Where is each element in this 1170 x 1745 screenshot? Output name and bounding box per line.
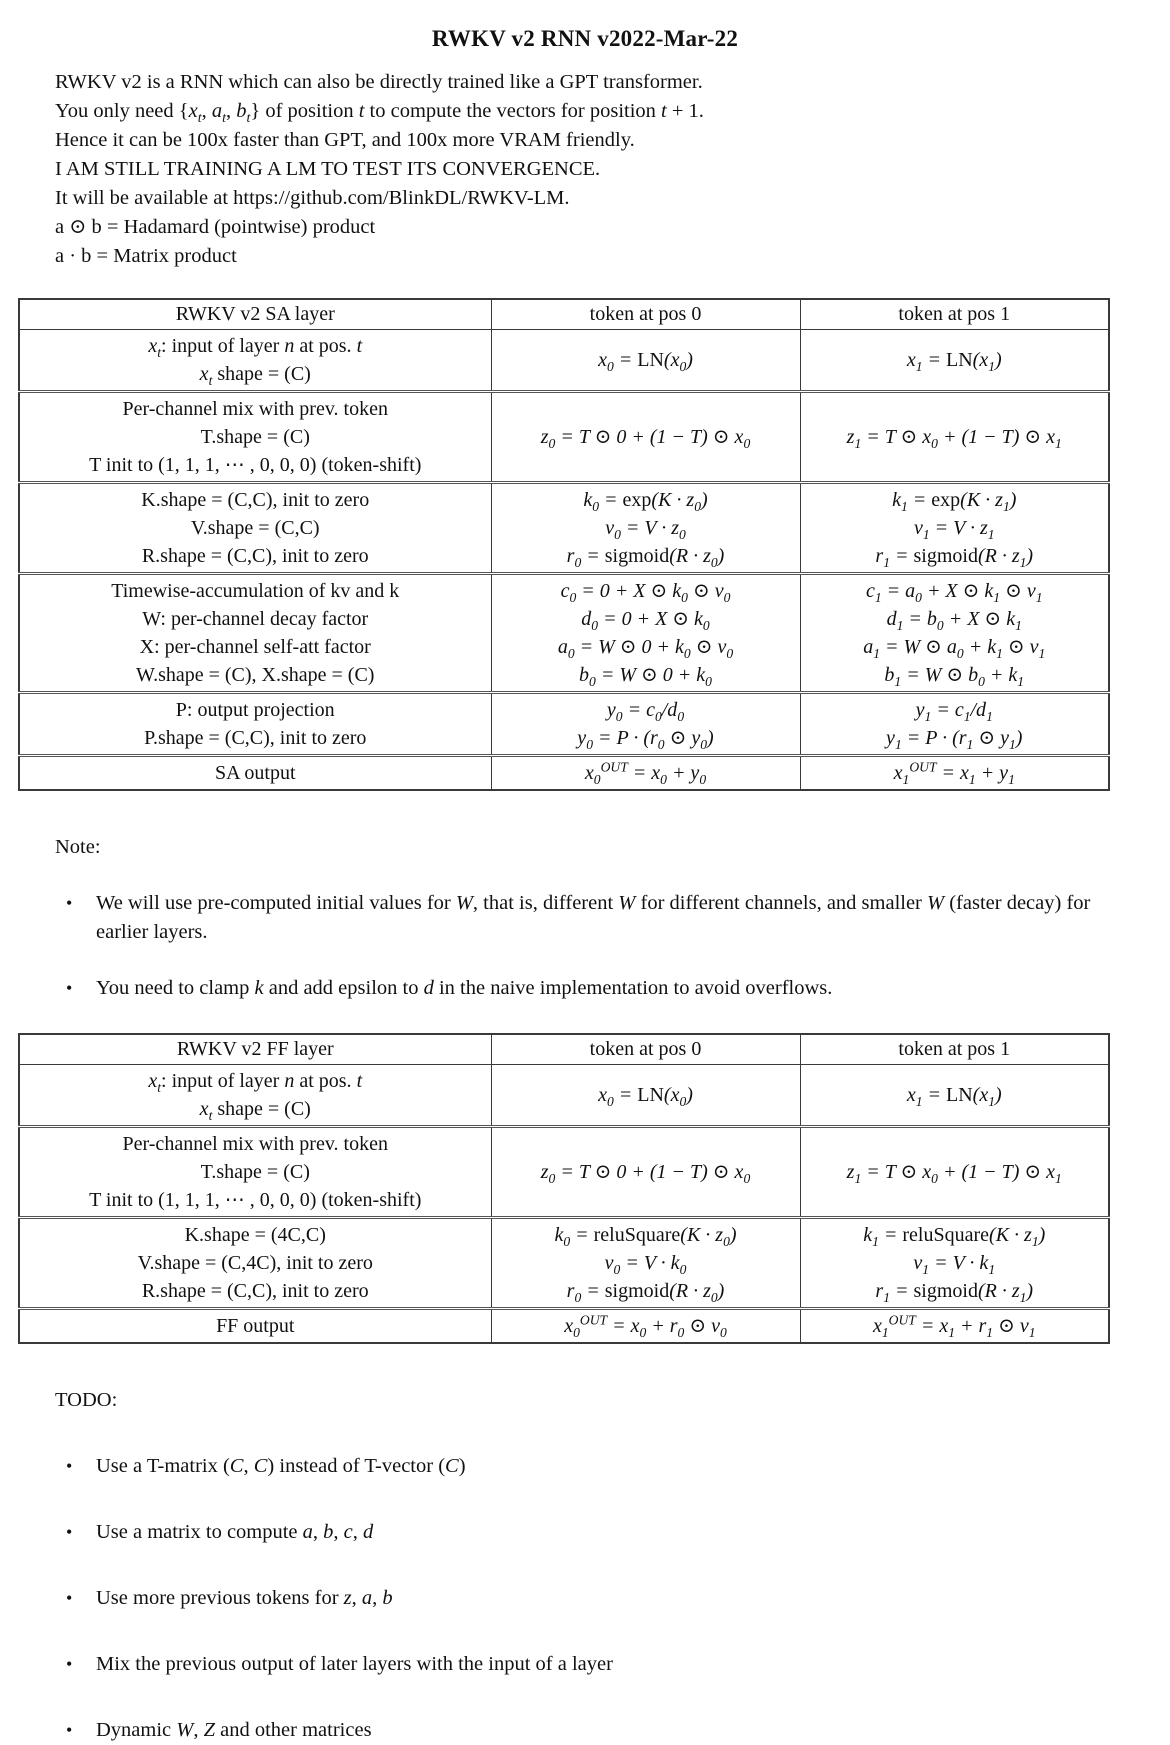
line: $d_1 = b_0 + X$ ⊙ $k_1$ (886, 608, 1022, 633)
formula-pos0 (491, 483, 800, 574)
bullet-icon: • (66, 1456, 73, 1476)
line: $x_1 = LN(x_1)$ (906, 349, 1002, 374)
line: Per-channel mix with prev. token (122, 1133, 388, 1155)
line: $x_1^{OUT} = x_1 + y_1$ (893, 759, 1015, 787)
formula-pos1 (800, 1127, 1109, 1218)
formula-pos1 (800, 756, 1109, 791)
formula-pos0 (491, 574, 800, 693)
todo-bullet-text: Use more previous tokens for z, a, b (96, 1587, 393, 1609)
line: $c_1 = a_0 + X$ ⊙ $k_1$ ⊙ $v_1$ (865, 580, 1043, 605)
row-label (19, 1218, 491, 1309)
bullet-icon: • (66, 1720, 73, 1740)
line: $x_1 = LN(x_1)$ (906, 1084, 1002, 1109)
line: $v_1 = V \cdot z_1$ (913, 517, 995, 542)
row-label (19, 756, 491, 791)
line: W.shape = (C), X.shape = (C) (136, 664, 375, 686)
line: $x_t$ shape = (C) (199, 1098, 311, 1123)
line: $x_t$: input of layer n at pos. t (148, 335, 363, 360)
formula-pos1 (800, 574, 1109, 693)
row-label (19, 574, 491, 693)
todo-bullet (60, 1716, 1125, 1745)
table-row (19, 756, 1109, 791)
note-heading: Note: (55, 836, 101, 858)
line: $r_1$ = sigmoid(R · $z_1$) (875, 1280, 1034, 1305)
formula-pos0 (491, 330, 800, 392)
table-row (19, 483, 1109, 574)
bullet-icon: • (66, 1654, 73, 1674)
line: $a_1 = W$ ⊙ $a_0 + k_1$ ⊙ $v_1$ (863, 636, 1046, 661)
line: $y_1 = P \cdot (r_1$ ⊙ $y_1$) (886, 727, 1023, 752)
table-row (19, 574, 1109, 693)
line: $v_0 = V \cdot k_0$ (604, 1252, 687, 1277)
formula-pos1 (800, 1065, 1109, 1127)
intro-line: Hence it can be 100x faster than GPT, and 100x more VRAM friendly. (55, 129, 635, 151)
line: $y_1 = c_1/d_1$ (915, 699, 993, 724)
line: $z_1 = T$ ⊙ $x_0 + (1 - T)$ ⊙ $x_1$ (846, 426, 1062, 451)
line: $x_0^{OUT} = x_0 + r_0$ ⊙ $v_0$ (564, 1312, 727, 1340)
formula-pos1 (800, 330, 1109, 392)
line: $x_0^{OUT} = x_0 + y_0$ (584, 759, 707, 787)
line: $x_t$ shape = (C) (199, 363, 311, 388)
table-row (19, 1218, 1109, 1309)
todo-heading: TODO: (55, 1389, 118, 1411)
line: $x_1^{OUT} = x_1 + r_1$ ⊙ $v_1$ (872, 1312, 1036, 1340)
sa-table-title: RWKV v2 SA layer (19, 299, 491, 330)
note-bullet-text: You need to clamp k and add epsilon to d in the naive implementation to avoid overflows. (96, 977, 833, 999)
formula-pos0 (491, 1065, 800, 1127)
formula-pos1 (800, 392, 1109, 483)
todo-bullet-text: Use a T-matrix (C, C) instead of T-vector (C) (96, 1455, 466, 1477)
todo-bullet-text: Mix the previous output of later layers with the input of a layer (96, 1653, 613, 1675)
bullet-icon: • (66, 978, 73, 998)
formula-pos0 (491, 1218, 800, 1309)
row-label (19, 392, 491, 483)
line: T init to (1, 1, 1, ⋯ , 0, 0, 0) (token-shift) (89, 454, 422, 476)
row-label (19, 330, 491, 392)
table-row (19, 330, 1109, 392)
intro-line: a ⊙ b = Hadamard (pointwise) product (55, 216, 376, 238)
line: FF output (216, 1315, 295, 1337)
line: SA output (214, 762, 296, 784)
sa-layer-table (18, 298, 1110, 791)
formula-pos1 (800, 1218, 1109, 1309)
line: K.shape = (C,C), init to zero (141, 489, 370, 511)
line: Timewise-accumulation of kv and k (111, 580, 400, 602)
line: $k_1$ = reluSquare(K · $z_1$) (863, 1224, 1046, 1249)
line: $d_0 = 0 + X$ ⊙ $k_0$ (581, 608, 710, 633)
line: $b_0 = W$ ⊙ $0 + k_0$ (579, 664, 712, 689)
col-header-pos1: token at pos 1 (800, 1034, 1109, 1065)
formula-pos0 (491, 392, 800, 483)
todo-bullet (60, 1452, 1125, 1481)
line: $x_0 = LN(x_0)$ (598, 1084, 693, 1109)
table-row (19, 1065, 1109, 1127)
note-bullet-text: We will use pre-computed initial values for W, that is, different W for different channels, and smaller W (faster decay) for earlier layers. (96, 892, 1091, 943)
col-header-pos0: token at pos 0 (491, 1034, 800, 1065)
formula-pos0 (491, 1309, 800, 1344)
todo-bullet (60, 1518, 1125, 1547)
intro-line: It will be available at https://github.com/BlinkDL/RWKV-LM. (55, 187, 570, 209)
table-row (19, 1309, 1109, 1344)
row-label (19, 1065, 491, 1127)
line: $k_0$ = reluSquare(K · $z_0$) (554, 1224, 737, 1249)
todo-bullet (60, 1650, 1125, 1679)
line: $r_1$ = sigmoid(R · $z_1$) (875, 545, 1034, 570)
formula-pos1 (800, 1309, 1109, 1344)
bullet-icon: • (66, 1588, 73, 1608)
line: P: output projection (175, 699, 335, 721)
line: $c_0 = 0 + X$ ⊙ $k_0$ ⊙ $v_0$ (560, 580, 731, 605)
formula-pos0 (491, 693, 800, 756)
todo-list (0, 1452, 1170, 1745)
line: $x_t$: input of layer n at pos. t (148, 1070, 363, 1095)
intro-line: I AM STILL TRAINING A LM TO TEST ITS CONVERGENCE. (55, 158, 601, 180)
ff-layer-table (18, 1033, 1110, 1344)
line: $z_0 = T$ ⊙ 0 + (1 − T) ⊙ $x_0$ (540, 426, 751, 451)
line: T init to (1, 1, 1, ⋯ , 0, 0, 0) (token-shift) (89, 1189, 422, 1211)
line: V.shape = (C,C) (190, 517, 320, 539)
line: T.shape = (C) (200, 426, 310, 448)
note-list (0, 889, 1170, 1003)
formula-pos0 (491, 756, 800, 791)
doc-title: RWKV v2 RNN v2022-Mar-22 (431, 26, 739, 51)
col-header-pos0: token at pos 0 (491, 299, 800, 330)
table-row (19, 392, 1109, 483)
line: $b_1 = W$ ⊙ $b_0 + k_1$ (884, 664, 1025, 689)
line: X: per-channel self-att factor (139, 636, 371, 658)
line: $v_0 = V \cdot z_0$ (605, 517, 686, 542)
todo-bullet-text: Use a matrix to compute a, b, c, d (96, 1521, 374, 1543)
line: $v_1 = V \cdot k_1$ (913, 1252, 996, 1277)
table-row (19, 693, 1109, 756)
table-header-row (19, 1034, 1109, 1065)
line: $y_0 = P \cdot (r_0$ ⊙ $y_0$) (577, 727, 714, 752)
line: P.shape = (C,C), init to zero (144, 727, 367, 749)
line: $y_0 = c_0/d_0$ (606, 699, 685, 724)
todo-bullet-text: Dynamic W, Z and other matrices (96, 1719, 372, 1741)
note-bullet (60, 974, 1125, 1003)
line: R.shape = (C,C), init to zero (141, 545, 369, 567)
line: T.shape = (C) (200, 1161, 310, 1183)
intro-line: a · b = Matrix product (55, 245, 237, 267)
line: K.shape = (4C,C) (184, 1224, 326, 1246)
line: Per-channel mix with prev. token (122, 398, 388, 420)
table-header-row (19, 299, 1109, 330)
line: $x_0 = LN(x_0)$ (598, 349, 693, 374)
intro-line: You only need {$x_t$, $a_t$, $b_t$} of position t to compute the vectors for position t + 1. (55, 100, 704, 127)
line: $a_0 = W$ ⊙ $0 + k_0$ ⊙ $v_0$ (557, 636, 734, 661)
row-label (19, 1127, 491, 1218)
bullet-icon: • (66, 1522, 73, 1542)
row-label (19, 483, 491, 574)
table-row (19, 1127, 1109, 1218)
line: $z_1 = T$ ⊙ $x_0 + (1 - T)$ ⊙ $x_1$ (846, 1161, 1062, 1186)
row-label (19, 1309, 491, 1344)
bullet-icon: • (66, 893, 73, 913)
line: W: per-channel decay factor (142, 608, 369, 630)
line: $k_1 = \exp(K \cdot z_1)$ (892, 489, 1017, 514)
intro-paragraph (55, 68, 1170, 271)
line: $z_0 = T$ ⊙ 0 + (1 − T) ⊙ $x_0$ (540, 1161, 751, 1186)
col-header-pos1: token at pos 1 (800, 299, 1109, 330)
formula-pos1 (800, 693, 1109, 756)
row-label (19, 693, 491, 756)
line: R.shape = (C,C), init to zero (141, 1280, 369, 1302)
intro-line: RWKV v2 is a RNN which can also be directly trained like a GPT transformer. (55, 71, 703, 93)
line: $k_0 = \exp(K \cdot z_0)$ (583, 489, 708, 514)
line: $r_0$ = sigmoid(R · $z_0$) (566, 545, 725, 570)
ff-table-title: RWKV v2 FF layer (19, 1034, 491, 1065)
formula-pos1 (800, 483, 1109, 574)
todo-bullet (60, 1584, 1125, 1613)
line: V.shape = (C,4C), init to zero (137, 1252, 373, 1274)
note-bullet (60, 889, 1125, 947)
formula-pos0 (491, 1127, 800, 1218)
line: $r_0$ = sigmoid(R · $z_0$) (566, 1280, 725, 1305)
